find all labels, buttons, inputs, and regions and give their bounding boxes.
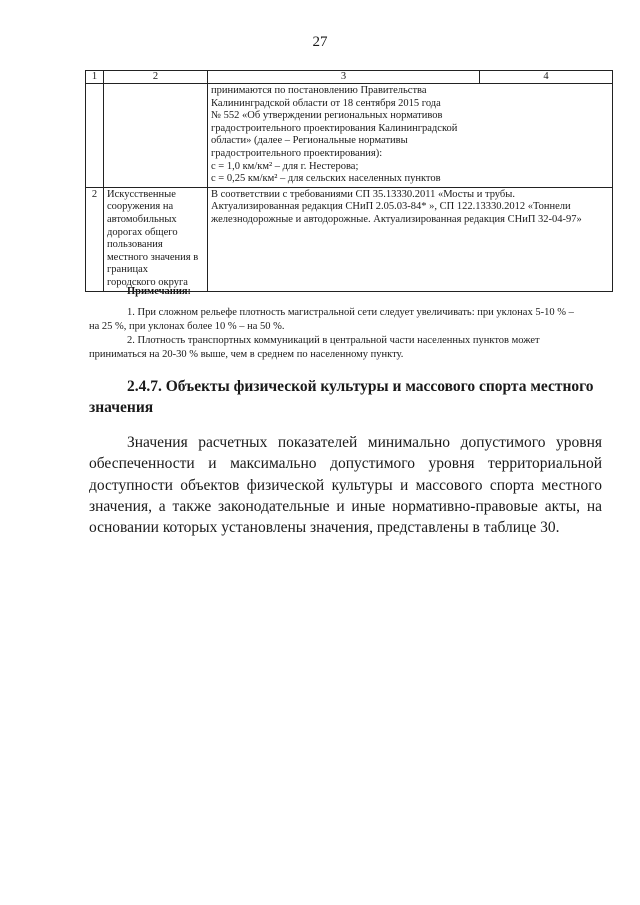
row2-name-line: границах — [107, 264, 148, 276]
row1-text-line: с = 1,0 км/км² – для г. Нестерова; — [211, 160, 359, 172]
row2-name-cell — [104, 187, 208, 291]
paragraph-line: значения, а также законодательные и иные нормативно-правовые акты, на — [89, 497, 602, 515]
norms-table — [85, 70, 613, 292]
section-heading — [89, 376, 604, 418]
page-number: 27 — [312, 34, 328, 50]
note-2-line: 2. Плотность транспортных коммуникаций в центральной части населенных пунктов может — [127, 335, 540, 346]
section-heading-line: 2.4.7. Объекты физической культуры и массового спорта местного — [127, 378, 594, 395]
paragraph-line: основании которых установлены значения, представлены в таблице 30. — [89, 519, 560, 537]
note-2-line: приниматься на 20-30 % выше, чем в среднем по населенному пункту. — [89, 348, 404, 360]
paragraph-line: обеспеченности и максимально допустимого уровня территориальной — [89, 455, 602, 473]
row1-text-line: с = 0,25 км/км² – для сельских населенных пунктов — [211, 173, 441, 185]
body-paragraph — [89, 432, 602, 538]
note-1-line: 1. При сложном рельефе плотность магистральной сети следует увеличивать: при уклонах 5-10 % – — [127, 307, 574, 318]
row2-text-line: железнодорожные и автодорожные. Актуализированная редакция СНиП 32-04-97» — [211, 213, 582, 225]
row1-name-cell — [104, 84, 208, 188]
section-heading-line: значения — [89, 399, 154, 416]
row2-name-line: сооружения на — [107, 201, 174, 213]
row2-text-line: В соответствии с требованиями СП 35.13330.2011 «Мосты и трубы. — [211, 188, 515, 200]
header-cell-1: 1 — [86, 71, 104, 84]
row1-text-line: № 552 «Об утверждении региональных нормативов — [211, 110, 443, 122]
paragraph-line: Значения расчетных показателей минимально допустимого уровня — [127, 434, 602, 451]
table-row — [86, 84, 613, 188]
row1-num-cell — [86, 84, 104, 188]
row2-name-line: дорогах общего — [107, 226, 178, 238]
row1-text-line: области» (далее – Региональные нормативы — [211, 135, 408, 147]
notes-title: Примечания: — [127, 286, 192, 297]
paragraph-line: доступности объектов физической культуры и массового спорта местного — [89, 476, 602, 494]
row2-num-cell: 2 — [86, 187, 104, 291]
row2-text-cell — [208, 187, 613, 291]
row2-name-line: городского округа — [107, 276, 188, 288]
row2-name-line: автомобильных — [107, 213, 177, 225]
row1-text-cell — [208, 84, 613, 188]
row2-name-line: местного значения в — [107, 251, 199, 263]
row1-text-line: градостроительного проектирования Калининградской — [211, 122, 458, 134]
header-cell-4: 4 — [480, 71, 613, 84]
row1-text-line: принимаются по постановлению Правительства — [211, 85, 427, 96]
row2-name-line: пользования — [107, 239, 163, 251]
header-cell-3: 3 — [208, 71, 480, 84]
row2-name-line: Искусственные — [107, 188, 176, 200]
note-1 — [89, 306, 601, 333]
table-row — [86, 187, 613, 291]
note-2 — [89, 334, 601, 361]
row2-text-line: Актуализированная редакция СНиП 2.05.03-84* », СП 122.13330.2012 «Тоннели — [211, 201, 571, 213]
row1-text-line: градостроительного проектирования): — [211, 147, 383, 159]
header-cell-2: 2 — [104, 71, 208, 84]
row1-text-line: Калининградской области от 18 сентября 2015 года — [211, 97, 441, 109]
table-header-row — [86, 71, 613, 84]
note-1-line: на 25 %, при уклонах более 10 % – на 50 %. — [89, 320, 285, 332]
